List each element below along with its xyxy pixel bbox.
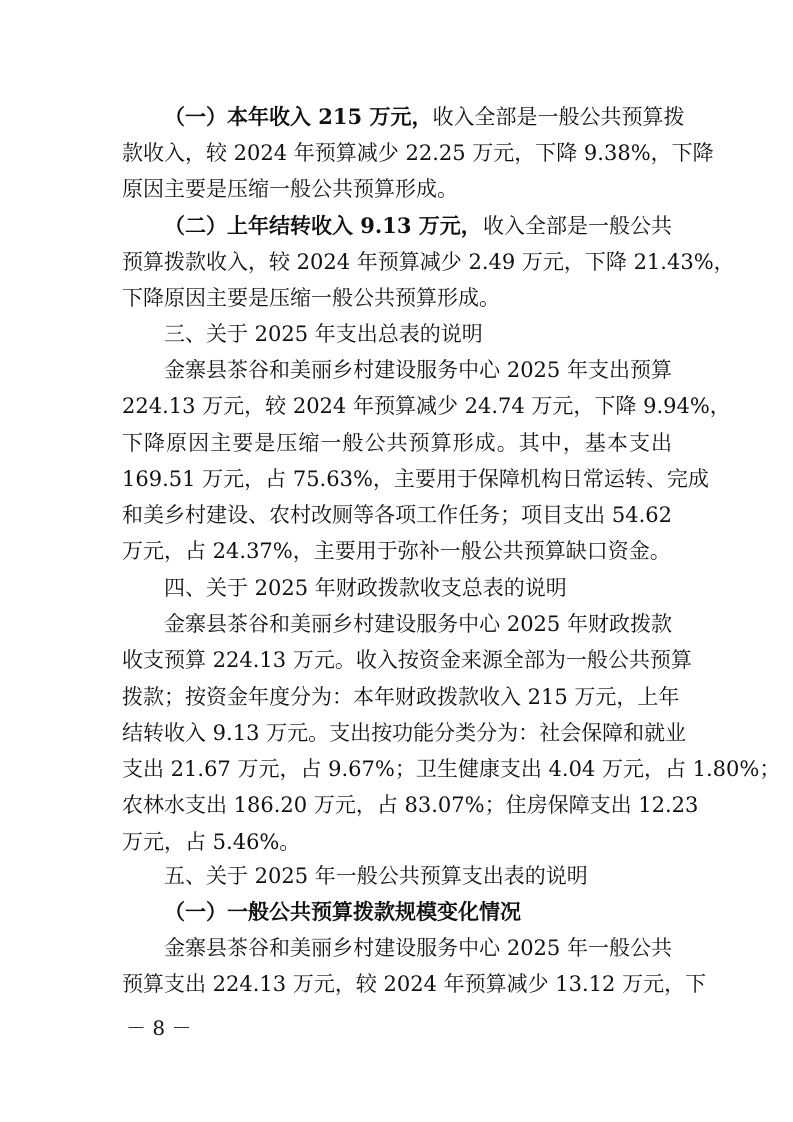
text-line: 和美乡村建设、农村改厕等各项工作任务；项目支出 54.62 [122,503,672,528]
section-heading-expenditure-summary: 三、关于 2025 年支出总表的说明 [164,322,483,346]
bold-lead: （二）上年结转收入 9.13 万元， [164,213,482,238]
subsection-heading-scale-change: （一）一般公共预算拨款规模变化情况 [164,899,521,924]
text-line: 下降原因主要是压缩一般公共预算形成。 [122,286,500,311]
paragraph-fiscal-appropriation [122,606,781,860]
text-line: 收入全部是一般公共 [483,214,672,238]
text-line: 万元，占 5.46%。 [122,829,301,854]
text-line: 预算拨款收入，较 2024 年预算减少 2.49 万元，下降 21.43%， [122,250,735,274]
text-line: 万元，占 24.37%，主要用于弥补一般公共预算缺口资金。 [122,539,671,564]
section-heading-fiscal-appropriation: 四、关于 2025 年财政拨款收支总表的说明 [164,576,567,600]
bold-lead: （一）本年收入 215 万元， [164,104,433,129]
text-line: 收支预算 224.13 万元。收入按资金来源全部为一般公共预算 [122,648,692,673]
text-line: 农林水支出 186.20 万元，占 83.07%；住房保障支出 12.23 [122,793,699,818]
text-line: 金寨县茶谷和美丽乡村建设服务中心 2025 年财政拨款 [164,612,672,636]
text-line: 拨款；按资金年度分为：本年财政拨款收入 215 万元，上年 [122,684,680,709]
text-line: 收入全部是一般公共预算拨 [432,105,685,129]
text-line: 款收入，较 2024 年预算减少 22.25 万元，下降 9.38%，下降 [122,141,714,165]
text-line: 169.51 万元，占 75.63%，主要用于保障机构日常运转、完成 [122,466,709,491]
text-line: 预算支出 224.13 万元，较 2024 年预算减少 13.12 万元，下 [122,972,707,997]
paragraph-expenditure-summary [122,352,731,570]
page-number: － 8 － [126,1016,192,1040]
text-line: 金寨县茶谷和美丽乡村建设服务中心 2025 年一般公共 [164,936,672,960]
text-line: 下降原因主要是压缩一般公共预算形成。其中，基本支出 [122,430,672,455]
text-line: 支出 21.67 万元，占 9.67%；卫生健康支出 4.04 万元，占 1.80%； [122,757,781,782]
text-line: 原因主要是压缩一般公共预算形成。 [122,177,458,202]
section-heading-general-budget: 五、关于 2025 年一般公共预算支出表的说明 [164,864,588,888]
text-line: 224.13 万元，较 2024 年预算减少 24.74 万元，下降 9.94%， [122,394,731,419]
text-line: 结转收入 9.13 万元。支出按功能分类分为：社会保障和就业 [122,720,687,745]
text-line: 金寨县茶谷和美丽乡村建设服务中心 2025 年支出预算 [164,358,672,382]
paragraph-general-budget [122,930,707,1003]
